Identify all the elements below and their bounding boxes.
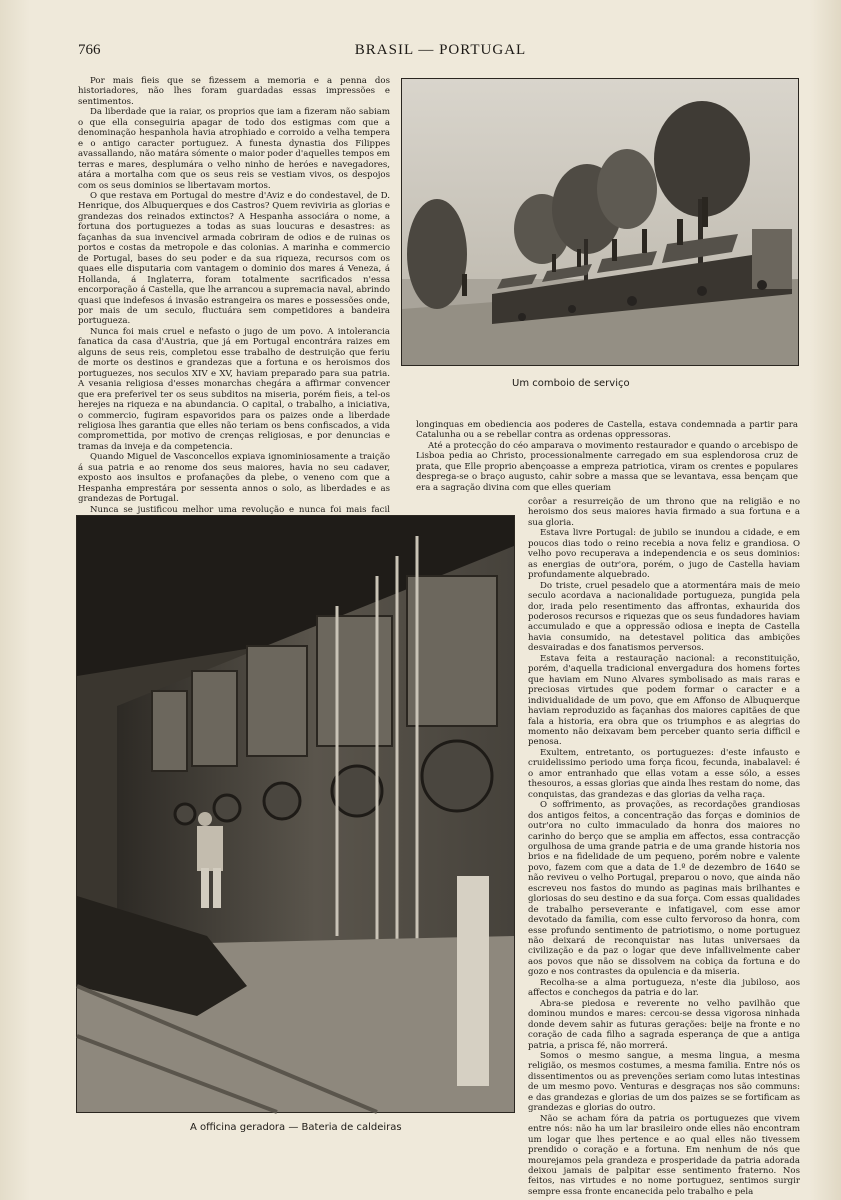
- paragraph: Quando Miguel de Vasconcellos expiava ignominiosamente a traição á sua patria e ao renome dos seus maiores, havia no seu cadaver, exposto aos insultos e profanações da plebe, o veneno com que a Hespanha emprestára por sessenta annos o solo, as liberdades e as grandezas de Portugal.: [78, 452, 390, 505]
- paragraph: Nunca foi mais cruel e nefasto o jugo de um povo. A intolerancia fanatica da casa d'Austria, que já em Portugal encontrára raizes em alguns de seus reis, completou esse trabalho de destruição que feriu de morte os destinos e grandezas que a fortuna e os heroismos dos portuguezes, nos seculos XIV e XV, haviam preparado para sua patria. A vesania religiosa d'esses monarchas chegára a affirmar convencer que era preferivel ter os seus subditos na miseria, porém fieis, a tel-os herejes na riqueza e na abundancia. O capital, o trabalho, a iniciativa, o commercio, fugiram espavoridos para os paizes onde a liberdade religiosa lhes garantia que elles não teriam os bens confiscados, a vida compromettida, por motivo de crenças religiosas, e por denuncias e tramas da inveja e da competencia.: [78, 326, 390, 452]
- train-photo: [401, 78, 799, 366]
- paragraph: Somos o mesmo sangue, a mesma lingua, a mesma religião, os mesmos costumes, a mesma familia. Entre nós os dissentimentos ou as prevenções seriam como lutas intestinas de um mesmo povo. Venturas e desgraças nos são communs: e das grandezas e glorias de um dos paizes se se fortificam as grandezas e glorias do outro.: [528, 1051, 800, 1114]
- paragraph: Não se acham fóra da patria os portuguezes que vivem entre nós: não ha um lar brasileiro onde elles não encontram um logar que lhes pertence e ao qual elles não tivessem prendido o coração e a fortuna. Em nenhum de nós que mourejamos pela grandeza e prosperidade da patria adorada deixou jamais de palpitar esse sentimento fraterno. Nos feitos, nas virtudes e no nome portuguez, sentimos surgir sempre essa fronte encanecida pelo trabalho e pela: [528, 1113, 800, 1197]
- text-column-right: [528, 497, 800, 1197]
- text-column-middle: [416, 420, 798, 495]
- paragraph: Estava livre Portugal: de jubilo se inundou a cidade, e em poucos dias todo o reino recebia a nova feliz e grandiosa. O velho povo recuperava a independencia e os seus dominios: as energias de outr'ora, porém, o jugo de Castella haviam profundamente alquebrado.: [528, 528, 800, 581]
- train-photo-caption: Um comboio de serviço: [512, 378, 630, 389]
- boiler-photo-caption: A officina geradora — Bateria de caldeiras: [190, 1122, 402, 1133]
- page-number: 766: [78, 42, 101, 58]
- paragraph: O que restava em Portugal do mestre d'Aviz e do condestavel, de D. Henrique, dos Albuquerques e dos Castros? Quem reviviria as glorias e grandezas dos reinados extinctos? A Hespanha associára o nome, a fortuna dos portuguezes a todas as suas loucuras e desastres: as façanhas da sua invencivel armada cobriram de odios e de ruinas os portos e costas da metropole e das colonias. A marinha e commercio de Portugal, bases do seu poder e da sua riqueza, recursos com os quaes elle disputaria com vantagem o dominio dos mares á Veneza, á Hollanda, á Inglaterra, foram totalmente sacrificados n'essa encorporação á Castella, que lhe arrancou a supremacia naval, abrindo quasi que indefesos á invasão estrangeira os mares e possessões onde, por mais de um seculo, fluctuára sem competidores a bandeira portugueza.: [78, 190, 390, 327]
- paragraph: Até a protecção do céo amparava o movimento restaurador e quando o arcebispo de Lisboa pedia ao Christo, processionalmente carregado em sua esplendorosa cruz de prata, que Elle proprio abençoasse a empreza patriotica, viram os crentes e populares desprega-se o braço augusto, cahir sobre a massa que se levantava, essa bençam que era a sagração divina com que elles queriam: [416, 440, 798, 493]
- paragraph: Estava feita a restauração nacional: a reconstituição, porém, d'aquella tradicional envergadura dos homens fortes que haviam em Nuno Alvares symbolisado as mais raras e preciosas virtudes que podem formar o caracter e a individualidade de um povo, que em Affonso de Albuquerque haviam reproduzido as façanhas dos maiores capitães de que fala a historia, era obra que os triumphos e as alegrias do momento não deixavam bem perceber quanto seria difficil e penosa.: [528, 653, 800, 748]
- paragraph: O soffrimento, as provações, as recordações grandiosas dos antigos feitos, a concentração das forças e dominios de outr'ora no culto immaculado da honra dos maiores no carinho do berço que se amplia em affectos, essa contracção orgulhosa de uma grande patria e de uma grande historia nos brios e na fidelidade de um pequeno, porém nobre e valente povo, fazem com que a data de 1.º de dezembro de 1640 se não reviveu o velho Portugal, preparou o novo, que ainda não escreveu nos fastos do mundo as paginas mais brilhantes e gloriosas do seu destino e da sua força. Com essas qualidades de trabalho perseverante e infatigavel, com esse amor devotado da familia, com esse culto fervoroso da honra, com esse profundo sentimento de patriotismo, o nome portuguez não deixará de reconquistar nas lutas universaes da civilização e da paz o logar que deve infallivelmente caber aos povos que não se dissolvem na cobiça da fortuna e do gozo e nos contrastes da opulencia e da miseria.: [528, 800, 800, 978]
- paragraph: Exultem, entretanto, os portuguezes: d'este infausto e cruidelissimo periodo uma força ficou, fecunda, inabalavel: é o amor entranhado que ellas votam a esse sólo, a esses thesouros, a essas glorias que ainda lhes restam do nome, das conquistas, das grandezas e das glorias da velha raça.: [528, 747, 800, 800]
- paragraph: corôar a resurreição de um throno que na religião e no heroismo dos seus maiores havia firmado a sua fortuna e a sua gloria.: [528, 497, 800, 528]
- paragraph: Abra-se piedosa e reverente no velho pavilhão que dominou mundos e mares: cercou-se dessa vigorosa ninhada donde devem sahir as futuras gerações: beije na fronte e no coração de cada filho a sagrada esperança de que a antiga patria, a prisca fé, não morrerá.: [528, 998, 800, 1051]
- paragraph: Do triste, cruel pesadelo que a atormentára mais de meio seculo acordava a nacionalidade portugueza, pungida pela dor, irada pelo resentimento das affrontas, exhaurida dos poderosos recursos e riquezas que os seus fundadores haviam accumulado e que a oppressão odiosa e inepta de Castella havia consumido, na detestavel politica das ambições desvairadas e dos fanatismos perversos.: [528, 580, 800, 654]
- paragraph: Da liberdade que ia raiar, os proprios que iam a fizeram não sabiam o que ella conseguiria apagar de todo dos estigmas com que a denominação hespanhola havia atrophiado e corroido a velha tempera e o antigo caracter portuguez. A funesta dynastia dos Filippes avassallando, não matára sómente o maior poder d'aquelles tempos em terras e mares, desplumára o velho ninho de heróes e navegadores, atára a mortalha com que os seus reis se vestiam vivos, os despojos com os seus dominios se libertavam mortos.: [78, 107, 390, 191]
- running-title: BRASIL — PORTUGAL: [354, 42, 527, 58]
- paragraph: Nunca se justificou melhor uma revolução e nunca foi mais facil: [90, 504, 390, 515]
- paragraph: longinquas em obediencia aos poderes de Castella, estava condemnada a partir para Catalunha ou a se rebellar contra as ordenas oppressoras.: [416, 420, 798, 441]
- text-column-top-left: [78, 76, 390, 515]
- paragraph: Recolha-se a alma portugueza, n'este dia jubiloso, aos affectos e conchegos da patria e do lar.: [528, 977, 800, 999]
- boiler-photo: [76, 515, 515, 1113]
- paragraph: Por mais fieis que se fizessem a memoria e a penna dos historiadores, não lhes foram guardadas essas impressões e sentimentos.: [78, 76, 390, 107]
